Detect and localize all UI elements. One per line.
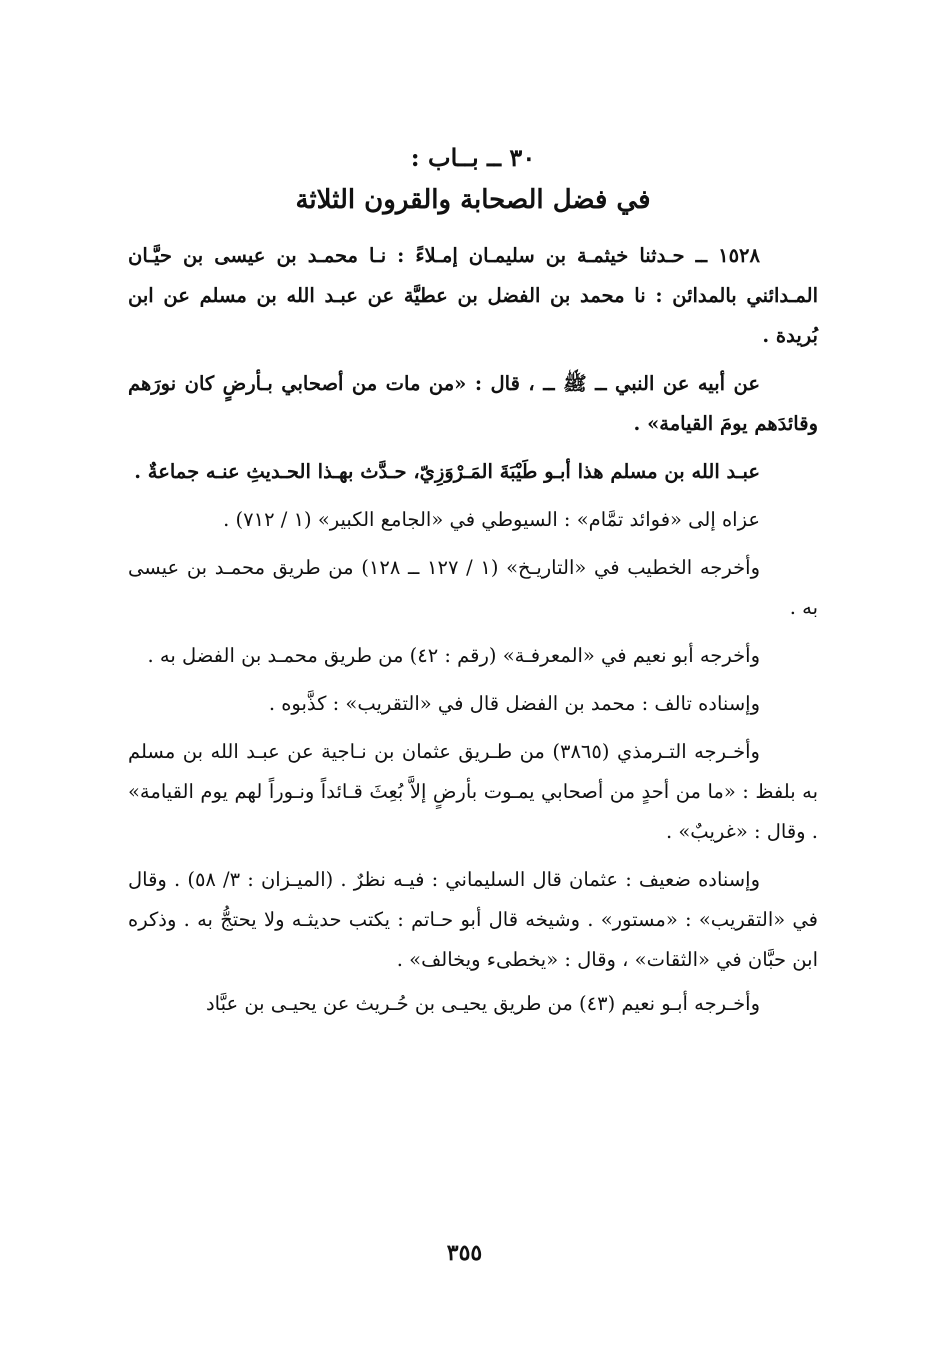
commentary-paragraph: عزاه إلى «فوائد تمَّام» : السيوطي في «الجامع الكبير» (١ / ٧١٢) . — [223, 508, 760, 531]
commentary-paragraph: وأخرجه أبو نعيم في «المعرفـة» (رقم : ٤٢) من طريق محمـد بن الفضل به . — [147, 644, 760, 667]
hadith-matn: عن أبيه عن النبي ــ ﷺ ــ ، قال : «من مات من أصحابي بـأرضٍ كان نورَهم وقائدَهم يومَ القيامة» . — [128, 372, 818, 435]
commentary-paragraph: وإسناده تالف : محمد بن الفضل قال في «التقريب» : كذَّبوه . — [268, 692, 760, 715]
chapter-heading: ٣٠ ــ بــاب : — [410, 143, 536, 172]
commentary-paragraph: وأخرجه الخطيب في «التاريـخ» (١ / ١٢٧ ــ ١٢٨) من طريق محمـد بن عيسى به . — [128, 556, 818, 619]
chapter-title: في فضل الصحابة والقرون الثلاثة — [295, 185, 651, 215]
narrator-note: عبـد الله بن مسلم هذا أبـو طَيْبَةَ المَـرْوَزِيّ، حـدَّث بهـذا الحـديثِ عنـه جماعةٌ . — [134, 460, 760, 483]
page-number: ٣٥٥ — [446, 1240, 483, 1266]
commentary-paragraph: وأخـرجه التـرمذي (٣٨٦٥) من طـريق عثمان بن نـاجية عن عبـد الله بن مسلم به بلفظ : «ما من أحدٍ من أصحابي يمـوت بأرضٍ إلاَّ بُعِثَ قـائداً ونـوراً لهم يوم القيامة» . وقال : «غريبٌ» . — [128, 740, 818, 843]
commentary-paragraph: وأخـرجه أبـو نعيم (٤٣) من طريق يحيـى بن حُـريث عن يحيـى بن عبَّاد — [205, 992, 760, 1015]
hadith-isnad: ١٥٢٨ ــ حـدثنا خيثمـة بن سليمـان إمـلاءً : نـا محمـد بن عيسى بن حيَّـان المـدائني بالمدائن : نا محمد بن الفضل بن عطيَّة عن عبـد الله بن مسلم عن ابن بُريدة . — [128, 244, 818, 347]
commentary-paragraph: وإسناده ضعيف : عثمان قال السليماني : فيـه نظرٌ . (الميـزان : ٣/ ٥٨) . وقال في «التقريب» : «مستور» . وشيخه قال أبو حـاتم : يكتب حديثـه ولا يحتجُّ به . وذكره ابن حبَّان في «الثقات» ، وقال : «يخطىء ويخالف» . — [128, 868, 818, 971]
page-body — [128, 140, 818, 1032]
